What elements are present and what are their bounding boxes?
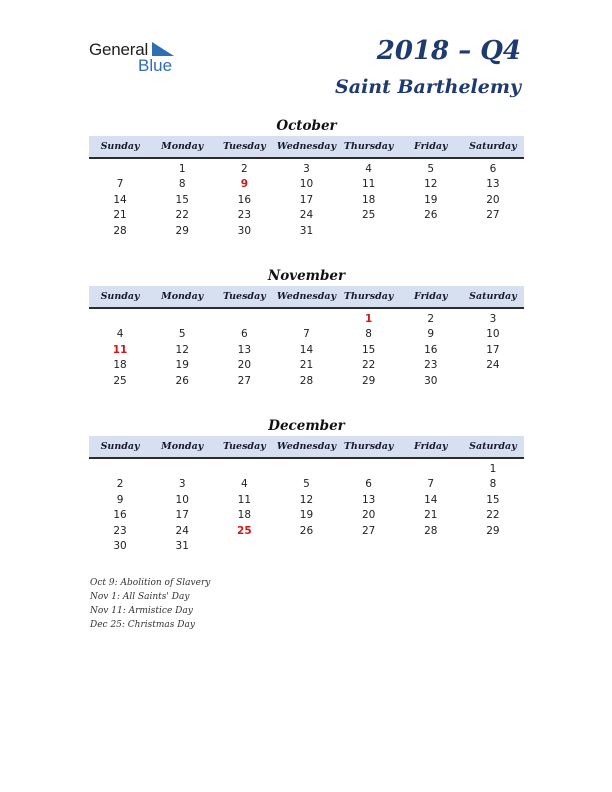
day-cell: 2 (241, 162, 248, 175)
day-cell: 25 (361, 209, 376, 222)
day-cell: 7 (116, 178, 124, 191)
holiday-note: Nov 11: Armistice Day (90, 606, 193, 616)
day-cell: 29 (361, 374, 376, 387)
day-cell: 1 (178, 162, 186, 175)
week-row (89, 477, 524, 493)
holiday-notes (90, 576, 210, 632)
weekday-label: Wednesday (276, 291, 337, 302)
day-cell: 20 (361, 509, 376, 522)
day-cell: 13 (486, 178, 500, 191)
logo-word-general: General (89, 40, 149, 59)
day-cell: 8 (489, 478, 497, 491)
day-cell: 21 (299, 359, 314, 372)
month-name: December (268, 418, 345, 434)
holiday-note: Nov 1: All Saints' Day (90, 592, 190, 602)
day-cell: 26 (299, 524, 314, 537)
day-cell: 4 (116, 328, 124, 341)
day-cell: 18 (113, 359, 127, 372)
day-cell: 24 (299, 209, 314, 222)
weekday-label: Monday (161, 441, 204, 452)
day-cell: 28 (113, 224, 127, 237)
day-cell: 14 (299, 343, 314, 356)
day-cell: 2 (427, 312, 435, 325)
day-cell: 31 (175, 540, 189, 553)
day-cell: 28 (299, 374, 314, 387)
day-cell: 16 (424, 343, 438, 356)
day-cell: 30 (424, 374, 438, 387)
day-cell: 5 (303, 478, 310, 491)
day-cell: 13 (361, 493, 376, 506)
weekday-label: Saturday (469, 441, 517, 452)
day-cell: 30 (113, 540, 127, 553)
day-cell: 8 (178, 178, 186, 191)
week-row (89, 223, 524, 239)
page-subtitle: Saint Barthelemy (335, 76, 521, 98)
day-cell: 16 (237, 193, 252, 206)
day-cell: 20 (486, 193, 500, 206)
day-cell: 18 (237, 509, 252, 522)
day-cell: 2 (116, 478, 124, 491)
weekday-label: Monday (161, 291, 204, 302)
day-cell: 22 (486, 509, 500, 522)
day-cell: 5 (178, 328, 186, 341)
weekday-label: Wednesday (276, 141, 337, 152)
page-title: 2018 – Q4 (376, 36, 521, 66)
day-cell: 6 (365, 478, 372, 491)
day-cell: 12 (424, 178, 438, 191)
weekday-label: Tuesday (222, 291, 266, 302)
day-cell: 10 (486, 328, 500, 341)
day-cell: 14 (113, 193, 127, 206)
week-row (89, 192, 524, 208)
weeks-grid (89, 309, 524, 389)
week-row (89, 508, 524, 524)
day-cell: 4 (241, 478, 248, 491)
weekday-label: Saturday (469, 291, 517, 302)
holiday-day-cell: 9 (240, 178, 248, 191)
day-cell: 22 (361, 359, 376, 372)
month-name: November (267, 268, 346, 284)
day-cell: 8 (365, 328, 372, 341)
day-cell: 7 (427, 478, 435, 491)
weekday-label: Sunday (100, 141, 140, 152)
week-row (89, 539, 524, 555)
weekday-label: Thursday (343, 441, 394, 452)
day-cell: 3 (178, 478, 186, 491)
weekday-header-row (89, 436, 524, 459)
logo-triangle-icon (152, 42, 174, 56)
day-cell: 22 (175, 209, 189, 222)
day-cell: 27 (361, 524, 376, 537)
weekday-header-row (89, 136, 524, 159)
week-row (89, 523, 524, 539)
day-cell: 24 (175, 524, 189, 537)
day-cell: 4 (365, 162, 372, 175)
day-cell: 15 (175, 193, 189, 206)
day-cell: 5 (427, 162, 435, 175)
day-cell: 30 (237, 224, 252, 237)
day-cell: 20 (237, 359, 252, 372)
weekday-label: Wednesday (276, 441, 337, 452)
weekday-label: Thursday (343, 141, 394, 152)
day-cell: 28 (424, 524, 438, 537)
day-cell: 12 (175, 343, 189, 356)
day-cell: 29 (175, 224, 189, 237)
day-cell: 10 (175, 493, 189, 506)
weekday-label: Saturday (469, 141, 517, 152)
weekday-label: Friday (414, 441, 448, 452)
day-cell: 17 (175, 509, 189, 522)
weekday-label: Sunday (100, 441, 140, 452)
day-cell: 14 (424, 493, 438, 506)
weekday-header-row (89, 286, 524, 309)
day-cell: 16 (113, 509, 127, 522)
week-row (89, 342, 524, 358)
week-row (89, 461, 524, 477)
day-cell: 23 (237, 209, 252, 222)
weekday-label: Tuesday (222, 441, 266, 452)
weeks-grid (89, 459, 524, 554)
day-cell: 26 (175, 374, 189, 387)
day-cell: 21 (424, 509, 438, 522)
day-cell: 12 (299, 493, 314, 506)
day-cell: 29 (486, 524, 500, 537)
day-cell: 11 (237, 493, 252, 506)
weekday-label: Friday (414, 291, 448, 302)
weekday-label: Monday (161, 141, 204, 152)
weekday-label: Friday (414, 141, 448, 152)
day-cell: 24 (486, 359, 500, 372)
week-row (89, 311, 524, 327)
day-cell: 7 (303, 328, 310, 341)
day-cell: 27 (486, 209, 500, 222)
day-cell: 19 (299, 509, 314, 522)
day-cell: 3 (489, 312, 497, 325)
day-cell: 13 (237, 343, 252, 356)
holiday-day-cell: 1 (364, 312, 373, 325)
day-cell: 18 (361, 193, 376, 206)
day-cell: 21 (113, 209, 127, 222)
day-cell: 27 (237, 374, 252, 387)
week-row (89, 327, 524, 343)
month-december (89, 416, 524, 554)
day-cell: 31 (299, 224, 314, 237)
month-october (89, 116, 524, 239)
week-row (89, 358, 524, 374)
week-row (89, 208, 524, 224)
logo (89, 40, 189, 76)
week-row (89, 177, 524, 193)
day-cell: 3 (303, 162, 310, 175)
day-cell: 23 (113, 524, 127, 537)
day-cell: 26 (424, 209, 438, 222)
day-cell: 19 (424, 193, 438, 206)
day-cell: 17 (486, 343, 500, 356)
weeks-grid (89, 159, 524, 239)
logo-word-blue: Blue (138, 56, 173, 75)
weekday-label: Tuesday (222, 141, 266, 152)
day-cell: 9 (427, 328, 435, 341)
week-row (89, 492, 524, 508)
week-row (89, 373, 524, 389)
holiday-note: Oct 9: Abolition of Slavery (90, 578, 211, 588)
day-cell: 6 (241, 328, 248, 341)
weekday-label: Sunday (100, 291, 140, 302)
day-cell: 9 (116, 493, 124, 506)
day-cell: 23 (424, 359, 438, 372)
week-row (89, 161, 524, 177)
day-cell: 17 (299, 193, 314, 206)
holiday-day-cell: 11 (112, 343, 128, 356)
day-cell: 6 (489, 162, 497, 175)
day-cell: 1 (489, 462, 497, 475)
month-name: October (276, 118, 337, 134)
month-november (89, 266, 524, 389)
day-cell: 15 (486, 493, 500, 506)
day-cell: 10 (299, 178, 314, 191)
day-cell: 25 (113, 374, 127, 387)
day-cell: 19 (175, 359, 189, 372)
day-cell: 11 (361, 178, 376, 191)
holiday-note: Dec 25: Christmas Day (90, 620, 195, 630)
day-cell: 15 (361, 343, 376, 356)
holiday-day-cell: 25 (237, 524, 252, 537)
weekday-label: Thursday (343, 291, 394, 302)
